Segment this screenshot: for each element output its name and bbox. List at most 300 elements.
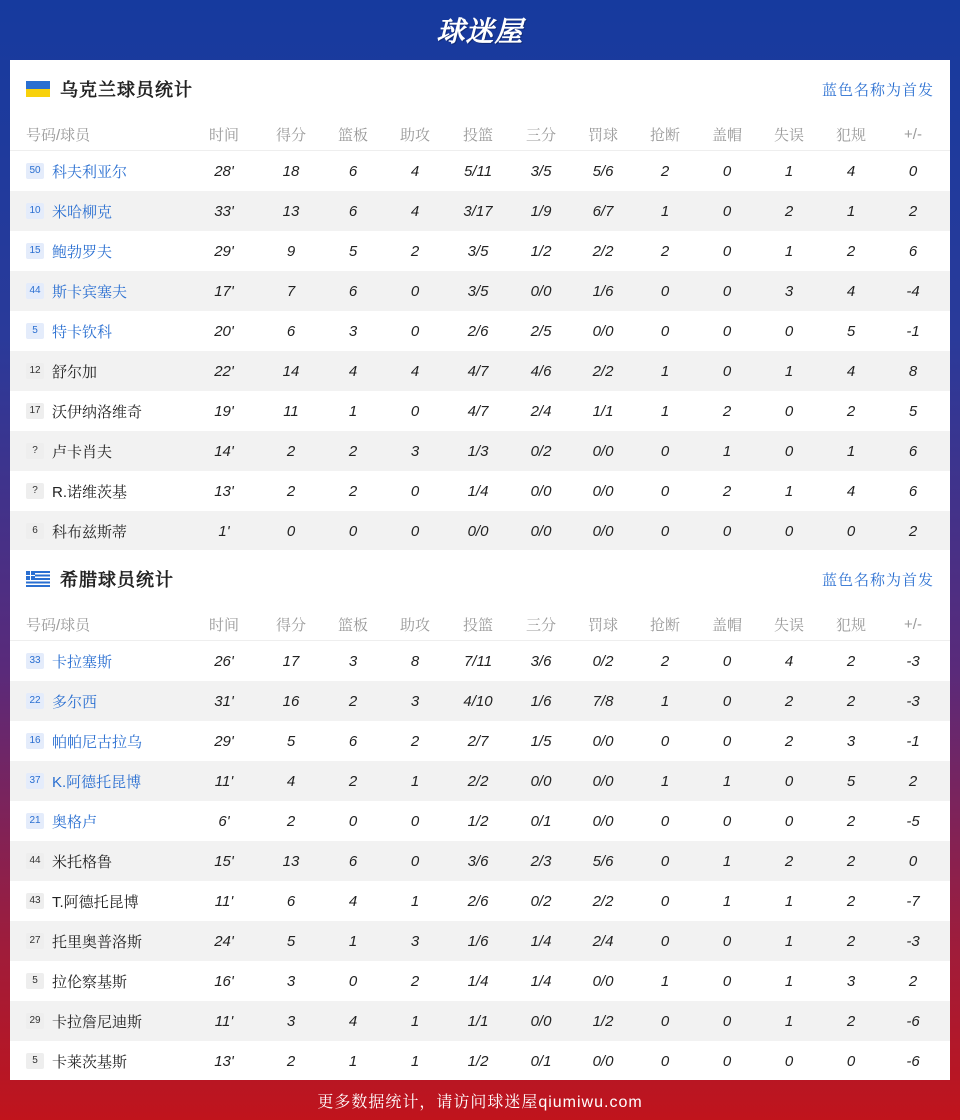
stat-turnovers: 2 bbox=[784, 692, 794, 710]
stat-field-goals: 1/2 bbox=[467, 1052, 489, 1070]
stat-assists: 4 bbox=[410, 202, 420, 220]
stat-field-goals: 2/7 bbox=[467, 732, 489, 750]
stat-field-goals: 3/5 bbox=[467, 282, 489, 300]
stat-fouls: 3 bbox=[846, 972, 856, 990]
stat-points: 2 bbox=[286, 1052, 296, 1070]
stat-plus-minus: 6 bbox=[908, 442, 918, 460]
stat-points: 18 bbox=[282, 162, 300, 180]
stat-field-goals: 3/5 bbox=[467, 242, 489, 260]
stat-blocks: 0 bbox=[722, 282, 732, 300]
stat-steals: 2 bbox=[660, 652, 670, 670]
player-name[interactable]: 卡莱茨基斯 bbox=[52, 1053, 128, 1071]
stats-table bbox=[10, 608, 950, 1081]
stat-points: 2 bbox=[286, 442, 296, 460]
player-row[interactable] bbox=[10, 191, 950, 231]
stat-three-pointers: 1/9 bbox=[530, 202, 552, 220]
stat-time: 13' bbox=[214, 482, 234, 500]
stat-turnovers: 0 bbox=[784, 322, 794, 340]
stat-three-pointers: 2/4 bbox=[530, 402, 552, 420]
player-cell bbox=[10, 361, 188, 382]
stat-steals: 1 bbox=[660, 772, 670, 790]
column-header-blocks: 盖帽 bbox=[711, 616, 742, 634]
stat-field-goals: 4/7 bbox=[467, 402, 489, 420]
stat-rebounds: 2 bbox=[348, 442, 358, 460]
stat-assists: 0 bbox=[410, 282, 420, 300]
stat-rebounds: 4 bbox=[348, 892, 358, 910]
team-title: 乌克兰球员统计 bbox=[60, 80, 193, 100]
stat-field-goals: 1/3 bbox=[467, 442, 489, 460]
stat-fouls: 4 bbox=[846, 362, 856, 380]
stat-points: 6 bbox=[286, 322, 296, 340]
starter-legend-note: 蓝色名称为首发 bbox=[821, 81, 934, 99]
stat-rebounds: 0 bbox=[348, 522, 358, 540]
stat-field-goals: 3/17 bbox=[463, 202, 493, 220]
stat-plus-minus: -3 bbox=[906, 932, 920, 950]
stat-blocks: 0 bbox=[722, 972, 732, 990]
column-header-assists: 助攻 bbox=[399, 126, 430, 144]
stat-points: 13 bbox=[282, 202, 300, 220]
stat-steals: 0 bbox=[660, 812, 670, 830]
stat-plus-minus: -4 bbox=[906, 282, 920, 300]
stat-points: 14 bbox=[282, 362, 300, 380]
player-row[interactable] bbox=[10, 801, 950, 841]
player-row[interactable] bbox=[10, 351, 950, 391]
stat-fouls: 2 bbox=[846, 652, 856, 670]
player-row[interactable] bbox=[10, 271, 950, 311]
stat-assists: 0 bbox=[410, 482, 420, 500]
stat-time: 17' bbox=[214, 282, 234, 300]
stat-blocks: 0 bbox=[722, 162, 732, 180]
stat-plus-minus: -3 bbox=[906, 692, 920, 710]
player-cell bbox=[10, 441, 188, 462]
stat-fouls: 1 bbox=[846, 442, 856, 460]
site-header bbox=[0, 0, 960, 60]
stat-turnovers: 0 bbox=[784, 402, 794, 420]
stat-time: 31' bbox=[214, 692, 234, 710]
player-cell bbox=[10, 1051, 188, 1072]
stat-time: 14' bbox=[214, 442, 234, 460]
column-header-time: 时间 bbox=[208, 616, 239, 634]
stat-blocks: 0 bbox=[722, 242, 732, 260]
table-header-row bbox=[10, 118, 950, 151]
stat-points: 13 bbox=[282, 852, 300, 870]
stat-three-pointers: 2/5 bbox=[530, 322, 552, 340]
stat-time: 11' bbox=[214, 892, 234, 910]
stat-field-goals: 0/0 bbox=[467, 522, 489, 540]
player-row[interactable] bbox=[10, 311, 950, 351]
stat-time: 6' bbox=[218, 812, 230, 830]
column-header-three-pointers: 三分 bbox=[525, 126, 556, 144]
stat-fouls: 2 bbox=[846, 892, 856, 910]
player-cell bbox=[10, 651, 188, 672]
stat-free-throws: 0/0 bbox=[592, 972, 614, 990]
player-row[interactable] bbox=[10, 841, 950, 881]
stat-rebounds: 3 bbox=[348, 652, 358, 670]
stat-steals: 0 bbox=[660, 852, 670, 870]
stat-assists: 3 bbox=[410, 932, 420, 950]
stat-plus-minus: -1 bbox=[906, 732, 920, 750]
stat-field-goals: 1/6 bbox=[467, 932, 489, 950]
table-header-row bbox=[10, 608, 950, 641]
player-row[interactable] bbox=[10, 511, 950, 551]
stat-rebounds: 1 bbox=[348, 932, 358, 950]
column-header-points: 得分 bbox=[275, 126, 306, 144]
stat-points: 6 bbox=[286, 892, 296, 910]
stat-three-pointers: 0/0 bbox=[530, 1012, 552, 1030]
stat-fouls: 5 bbox=[846, 772, 856, 790]
stat-plus-minus: -6 bbox=[906, 1052, 920, 1070]
jersey-number-badge: 37 bbox=[26, 773, 44, 789]
stat-free-throws: 1/2 bbox=[592, 1012, 614, 1030]
stat-blocks: 0 bbox=[722, 692, 732, 710]
stat-time: 15' bbox=[214, 852, 234, 870]
stat-blocks: 1 bbox=[722, 442, 732, 460]
stat-blocks: 0 bbox=[722, 362, 732, 380]
player-name[interactable]: 米托格鲁 bbox=[52, 853, 113, 871]
jersey-number-badge: 44 bbox=[26, 283, 44, 299]
stat-rebounds: 6 bbox=[348, 282, 358, 300]
stat-three-pointers: 3/6 bbox=[530, 652, 552, 670]
jersey-number-badge: 27 bbox=[26, 933, 44, 949]
player-cell bbox=[10, 931, 188, 952]
player-name[interactable]: 斯卡宾塞夫 bbox=[52, 283, 128, 301]
player-cell bbox=[10, 851, 188, 872]
stat-field-goals: 1/2 bbox=[467, 812, 489, 830]
player-row[interactable] bbox=[10, 921, 950, 961]
player-cell bbox=[10, 161, 188, 182]
stat-rebounds: 0 bbox=[348, 812, 358, 830]
player-name[interactable]: 米哈柳克 bbox=[52, 203, 113, 221]
column-header-plus-minus: +/- bbox=[904, 125, 922, 143]
player-row[interactable] bbox=[10, 1001, 950, 1041]
stat-plus-minus: 0 bbox=[908, 852, 918, 870]
stat-steals: 0 bbox=[660, 1012, 670, 1030]
stat-free-throws: 0/0 bbox=[592, 1052, 614, 1070]
stat-time: 20' bbox=[214, 322, 234, 340]
player-cell bbox=[10, 691, 188, 712]
player-name[interactable]: 拉伦察基斯 bbox=[52, 973, 128, 991]
player-row[interactable] bbox=[10, 391, 950, 431]
player-row[interactable] bbox=[10, 151, 950, 191]
jersey-number-badge: 43 bbox=[26, 893, 44, 909]
stat-field-goals: 5/11 bbox=[463, 162, 493, 180]
player-name[interactable]: 卡拉詹尼迪斯 bbox=[52, 1013, 143, 1031]
player-name[interactable]: 科夫利亚尔 bbox=[52, 163, 128, 181]
stat-assists: 0 bbox=[410, 812, 420, 830]
stat-steals: 2 bbox=[660, 242, 670, 260]
player-row[interactable] bbox=[10, 231, 950, 271]
team-header bbox=[10, 550, 950, 608]
stat-points: 3 bbox=[286, 972, 296, 990]
stat-fouls: 4 bbox=[846, 482, 856, 500]
stat-time: 1' bbox=[218, 522, 230, 540]
stat-free-throws: 2/4 bbox=[592, 932, 614, 950]
site-logo[interactable]: 球迷屋 bbox=[436, 15, 524, 48]
jersey-number-badge: 50 bbox=[26, 163, 44, 179]
stat-field-goals: 2/6 bbox=[467, 322, 489, 340]
stat-blocks: 0 bbox=[722, 812, 732, 830]
stat-rebounds: 1 bbox=[348, 402, 358, 420]
player-name[interactable]: R.诺维茨基 bbox=[52, 483, 128, 501]
jersey-number-badge: 16 bbox=[26, 733, 44, 749]
column-header-assists: 助攻 bbox=[399, 616, 430, 634]
stat-three-pointers: 0/1 bbox=[530, 1052, 552, 1070]
column-header-plus-minus: +/- bbox=[904, 615, 922, 633]
footer-text[interactable]: 更多数据统计，请访问球迷屋qiumiwu.com bbox=[317, 1093, 643, 1111]
stat-fouls: 3 bbox=[846, 732, 856, 750]
team-title: 希腊球员统计 bbox=[60, 570, 174, 590]
stat-rebounds: 2 bbox=[348, 772, 358, 790]
stat-turnovers: 3 bbox=[784, 282, 794, 300]
player-name[interactable]: 沃伊纳洛维奇 bbox=[52, 403, 143, 421]
player-name[interactable]: 卢卡肖夫 bbox=[52, 443, 113, 461]
stat-field-goals: 4/10 bbox=[463, 692, 493, 710]
stat-time: 29' bbox=[214, 732, 234, 750]
stat-points: 5 bbox=[286, 932, 296, 950]
column-header-free-throws: 罚球 bbox=[587, 616, 618, 634]
stat-three-pointers: 1/4 bbox=[530, 932, 552, 950]
stat-steals: 1 bbox=[660, 362, 670, 380]
player-row[interactable] bbox=[10, 761, 950, 801]
stat-turnovers: 1 bbox=[784, 482, 794, 500]
player-row[interactable] bbox=[10, 431, 950, 471]
player-cell bbox=[10, 771, 188, 792]
stat-rebounds: 6 bbox=[348, 202, 358, 220]
stat-field-goals: 3/6 bbox=[467, 852, 489, 870]
stat-time: 26' bbox=[214, 652, 234, 670]
stat-steals: 1 bbox=[660, 402, 670, 420]
stat-time: 28' bbox=[214, 162, 234, 180]
stat-assists: 1 bbox=[410, 1052, 420, 1070]
player-name[interactable]: 鲍勃罗夫 bbox=[52, 243, 113, 261]
stat-plus-minus: 2 bbox=[908, 772, 918, 790]
column-header-rebounds: 篮板 bbox=[337, 616, 368, 634]
stat-assists: 1 bbox=[410, 892, 420, 910]
stat-blocks: 0 bbox=[722, 732, 732, 750]
stat-turnovers: 1 bbox=[784, 362, 794, 380]
player-name[interactable]: 特卡钦科 bbox=[52, 323, 113, 341]
stat-free-throws: 0/0 bbox=[592, 732, 614, 750]
stat-turnovers: 0 bbox=[784, 772, 794, 790]
jersey-number-badge: 5 bbox=[26, 1053, 44, 1069]
stat-free-throws: 0/0 bbox=[592, 442, 614, 460]
stat-time: 11' bbox=[214, 1012, 234, 1030]
stat-rebounds: 2 bbox=[348, 692, 358, 710]
stat-free-throws: 0/0 bbox=[592, 812, 614, 830]
stat-points: 9 bbox=[286, 242, 296, 260]
stat-time: 22' bbox=[214, 362, 234, 380]
column-header-fouls: 犯规 bbox=[835, 126, 866, 144]
stat-blocks: 1 bbox=[722, 852, 732, 870]
stat-points: 2 bbox=[286, 482, 296, 500]
stat-turnovers: 0 bbox=[784, 1052, 794, 1070]
stat-steals: 0 bbox=[660, 442, 670, 460]
stat-fouls: 2 bbox=[846, 692, 856, 710]
player-row[interactable] bbox=[10, 681, 950, 721]
player-name[interactable]: 舒尔加 bbox=[52, 363, 98, 381]
jersey-number-badge: ? bbox=[26, 483, 44, 499]
stat-three-pointers: 1/6 bbox=[530, 692, 552, 710]
player-row[interactable] bbox=[10, 881, 950, 921]
stat-three-pointers: 1/5 bbox=[530, 732, 552, 750]
player-name[interactable]: 托里奥普洛斯 bbox=[52, 933, 143, 951]
stat-three-pointers: 0/0 bbox=[530, 282, 552, 300]
stat-assists: 0 bbox=[410, 402, 420, 420]
greece-flag-icon bbox=[26, 571, 50, 587]
stat-blocks: 0 bbox=[722, 1052, 732, 1070]
stat-points: 0 bbox=[286, 522, 296, 540]
stat-steals: 0 bbox=[660, 322, 670, 340]
stat-steals: 0 bbox=[660, 732, 670, 750]
player-name[interactable]: T.阿德托昆博 bbox=[52, 893, 139, 911]
stat-field-goals: 1/1 bbox=[467, 1012, 489, 1030]
player-cell bbox=[10, 971, 188, 992]
stat-three-pointers: 3/5 bbox=[530, 162, 552, 180]
stat-steals: 2 bbox=[660, 162, 670, 180]
jersey-number-badge: 21 bbox=[26, 813, 44, 829]
stat-fouls: 0 bbox=[846, 522, 856, 540]
stat-rebounds: 6 bbox=[348, 852, 358, 870]
stat-plus-minus: 0 bbox=[908, 162, 918, 180]
stat-field-goals: 4/7 bbox=[467, 362, 489, 380]
stat-fouls: 4 bbox=[846, 162, 856, 180]
player-row[interactable] bbox=[10, 641, 950, 681]
player-name[interactable]: K.阿德托昆博 bbox=[52, 773, 142, 791]
stat-blocks: 2 bbox=[722, 402, 732, 420]
team-stats-card-ukraine bbox=[10, 60, 950, 550]
jersey-number-badge: ? bbox=[26, 443, 44, 459]
column-header-blocks: 盖帽 bbox=[711, 126, 742, 144]
stat-three-pointers: 0/2 bbox=[530, 442, 552, 460]
stat-blocks: 1 bbox=[722, 772, 732, 790]
stat-steals: 0 bbox=[660, 482, 670, 500]
player-cell bbox=[10, 401, 188, 422]
stat-rebounds: 6 bbox=[348, 162, 358, 180]
stat-points: 2 bbox=[286, 812, 296, 830]
stat-plus-minus: 5 bbox=[908, 402, 918, 420]
player-name[interactable]: 科布兹斯蒂 bbox=[52, 523, 128, 541]
stat-free-throws: 1/1 bbox=[592, 402, 614, 420]
jersey-number-badge: 15 bbox=[26, 243, 44, 259]
stat-assists: 1 bbox=[410, 1012, 420, 1030]
stat-time: 33' bbox=[214, 202, 234, 220]
column-header-field-goals: 投篮 bbox=[462, 616, 493, 634]
player-row[interactable] bbox=[10, 721, 950, 761]
stat-time: 24' bbox=[214, 932, 234, 950]
stat-three-pointers: 0/0 bbox=[530, 522, 552, 540]
stat-rebounds: 2 bbox=[348, 482, 358, 500]
player-name[interactable]: 奥格卢 bbox=[52, 813, 98, 831]
stat-assists: 8 bbox=[410, 652, 420, 670]
jersey-number-badge: 10 bbox=[26, 203, 44, 219]
stat-plus-minus: -3 bbox=[906, 652, 920, 670]
stat-three-pointers: 0/2 bbox=[530, 892, 552, 910]
stat-turnovers: 4 bbox=[784, 652, 794, 670]
stat-points: 11 bbox=[283, 402, 299, 420]
player-row[interactable] bbox=[10, 1041, 950, 1081]
jersey-number-badge: 44 bbox=[26, 853, 44, 869]
stat-fouls: 5 bbox=[846, 322, 856, 340]
stat-field-goals: 2/6 bbox=[467, 892, 489, 910]
ukraine-flag-icon bbox=[26, 81, 50, 97]
stat-steals: 0 bbox=[660, 282, 670, 300]
column-header-field-goals: 投篮 bbox=[462, 126, 493, 144]
stat-three-pointers: 0/0 bbox=[530, 772, 552, 790]
stat-assists: 0 bbox=[410, 522, 420, 540]
stat-assists: 3 bbox=[410, 692, 420, 710]
player-row[interactable] bbox=[10, 961, 950, 1001]
jersey-number-badge: 6 bbox=[26, 523, 44, 539]
stat-fouls: 2 bbox=[846, 1012, 856, 1030]
column-header-rebounds: 篮板 bbox=[337, 126, 368, 144]
stat-blocks: 0 bbox=[722, 322, 732, 340]
stat-plus-minus: -1 bbox=[906, 322, 920, 340]
stat-plus-minus: 6 bbox=[908, 482, 918, 500]
jersey-number-badge: 17 bbox=[26, 403, 44, 419]
column-header-three-pointers: 三分 bbox=[525, 616, 556, 634]
column-header-player: 号码/球员 bbox=[26, 616, 91, 634]
stat-turnovers: 1 bbox=[784, 242, 794, 260]
stat-turnovers: 1 bbox=[784, 972, 794, 990]
stat-fouls: 2 bbox=[846, 242, 856, 260]
player-name[interactable]: 卡拉塞斯 bbox=[52, 653, 113, 671]
stat-points: 3 bbox=[286, 1012, 296, 1030]
stat-field-goals: 7/11 bbox=[463, 652, 493, 670]
player-cell bbox=[10, 1011, 188, 1032]
player-row[interactable] bbox=[10, 471, 950, 511]
stat-rebounds: 4 bbox=[348, 362, 358, 380]
stat-turnovers: 0 bbox=[784, 522, 794, 540]
stat-plus-minus: 6 bbox=[908, 242, 918, 260]
stat-rebounds: 1 bbox=[348, 1052, 358, 1070]
stat-steals: 0 bbox=[660, 522, 670, 540]
stat-turnovers: 2 bbox=[784, 732, 794, 750]
stat-time: 19' bbox=[214, 402, 234, 420]
stat-assists: 0 bbox=[410, 322, 420, 340]
player-cell bbox=[10, 321, 188, 342]
stat-blocks: 0 bbox=[722, 932, 732, 950]
stat-three-pointers: 0/1 bbox=[530, 812, 552, 830]
stat-steals: 1 bbox=[660, 692, 670, 710]
stat-assists: 3 bbox=[410, 442, 420, 460]
player-cell bbox=[10, 521, 188, 542]
stat-free-throws: 7/8 bbox=[592, 692, 614, 710]
stat-three-pointers: 1/4 bbox=[530, 972, 552, 990]
stat-turnovers: 0 bbox=[784, 442, 794, 460]
stat-field-goals: 2/2 bbox=[467, 772, 489, 790]
stat-plus-minus: 8 bbox=[908, 362, 918, 380]
stat-three-pointers: 1/2 bbox=[530, 242, 552, 260]
stat-fouls: 2 bbox=[846, 932, 856, 950]
player-name[interactable]: 多尔西 bbox=[52, 693, 98, 711]
stat-assists: 4 bbox=[410, 162, 420, 180]
stat-three-pointers: 0/0 bbox=[530, 482, 552, 500]
column-header-turnovers: 失误 bbox=[773, 616, 804, 634]
stat-fouls: 2 bbox=[846, 852, 856, 870]
stat-rebounds: 6 bbox=[348, 732, 358, 750]
stats-table bbox=[10, 118, 950, 551]
stat-turnovers: 2 bbox=[784, 852, 794, 870]
player-name[interactable]: 帕帕尼古拉乌 bbox=[52, 733, 143, 751]
stat-free-throws: 1/6 bbox=[592, 282, 614, 300]
stat-steals: 1 bbox=[660, 202, 670, 220]
jersey-number-badge: 33 bbox=[26, 653, 44, 669]
stat-rebounds: 0 bbox=[348, 972, 358, 990]
stat-assists: 2 bbox=[410, 972, 420, 990]
stat-free-throws: 2/2 bbox=[592, 242, 614, 260]
stat-fouls: 2 bbox=[846, 812, 856, 830]
stat-free-throws: 0/0 bbox=[592, 322, 614, 340]
